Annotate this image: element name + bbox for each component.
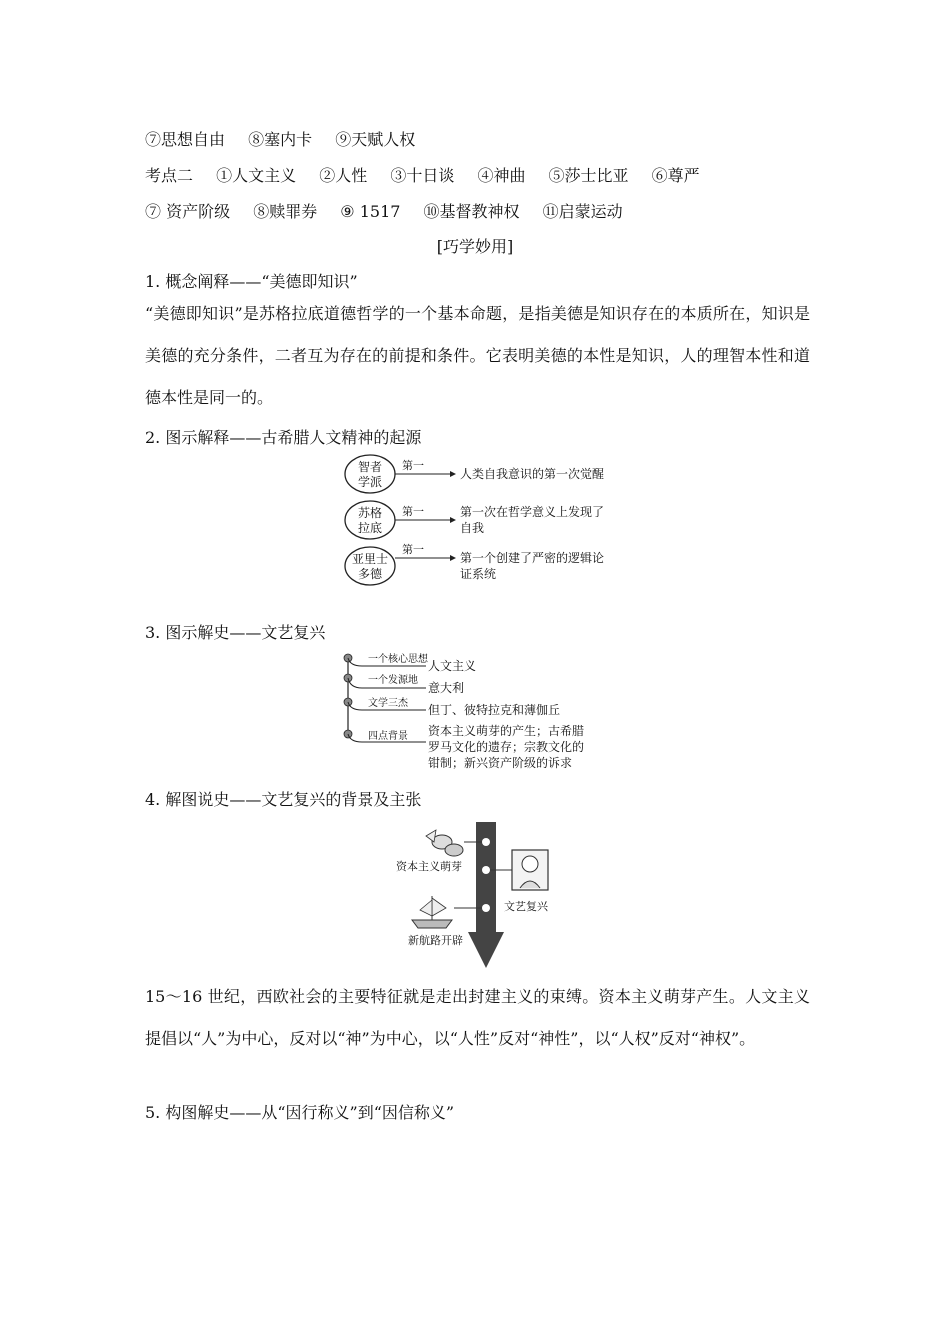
answer-item: ⑧塞内卡 — [248, 130, 313, 149]
answer-item: ①人文主义 — [216, 166, 297, 185]
row-desc-2: 证系统 — [460, 567, 497, 581]
row-desc: 人类自我意识的第一次觉醒 — [460, 467, 605, 481]
answer-item: ⑤莎士比亚 — [548, 166, 629, 185]
renaissance-arrow-illustration — [392, 820, 562, 970]
answer-label: 考点二 — [145, 166, 194, 185]
label-new-route: 新航路开辟 — [408, 934, 463, 947]
answer-row-1 — [145, 127, 433, 150]
row-who-1: 智者 — [357, 460, 383, 474]
tree-label: 一个发源地 — [368, 675, 418, 686]
tree-row-core-idea — [344, 652, 476, 673]
row-who-2: 多德 — [357, 567, 383, 581]
answer-item: ⑦思想自由 — [145, 130, 226, 149]
tree-value-3: 钳制；新兴资产阶级的诉求 — [428, 756, 573, 770]
item4-body: 15～16 世纪，西欧社会的主要特征就是走出封建主义的束缚。资本主义萌芽产生。人文主义提倡以“人”为中心，反对以“神”为中心，以“人性”反对“神性”，以“人权”反对“神权”。 — [145, 987, 810, 1048]
answer-item: ⑧赎罪券 — [253, 202, 318, 221]
answer-item: ④神曲 — [477, 166, 526, 185]
tree-row-origin — [344, 673, 464, 695]
row-desc: 第一个创建了严密的逻辑论 — [460, 551, 605, 565]
answer-item: ⑩基督教神权 — [423, 202, 520, 221]
tree-row-background — [344, 723, 584, 770]
greek-origin-diagram — [340, 452, 620, 588]
tree-label: 文学三杰 — [368, 698, 408, 709]
row-who-1: 亚里士 — [351, 552, 389, 566]
tree-label: 四点背景 — [368, 731, 408, 742]
row-desc-2: 自我 — [460, 521, 485, 535]
answer-item: ⑪启蒙运动 — [542, 202, 623, 221]
diagram-row-aristotle — [345, 543, 604, 585]
portrait-icon — [512, 850, 548, 890]
tree-value: 但丁、彼特拉克和薄伽丘 — [428, 703, 561, 717]
item1-body: “美德即知识”是苏格拉底道德哲学的一个基本命题，是指美德是知识存在的本质所在，知识是美德的充分条件，二者互为存在的前提和条件。它表明美德的本性是知识，人的理智本性和道德本性是同一的。 — [145, 304, 810, 407]
row-desc: 第一次在哲学意义上发现了 — [460, 505, 605, 519]
answer-item: ⑨ 1517 — [340, 202, 401, 221]
answer-item: ⑥尊严 — [651, 166, 700, 185]
item4-heading: 4. 解图说史——文艺复兴的背景及主张 — [145, 790, 422, 809]
answer-item: ②人性 — [319, 166, 368, 185]
row-tag: 第一 — [402, 459, 424, 472]
answer-item: ⑦ 资产阶级 — [145, 202, 231, 221]
section-title: [巧学妙用] — [436, 237, 514, 256]
ship-icon — [412, 896, 452, 928]
tree-value: 意大利 — [428, 681, 465, 695]
diagram-row-sophists — [345, 455, 604, 493]
tree-row-three-masters — [344, 696, 560, 717]
tree-value-2: 罗马文化的遗存；宗教文化的 — [428, 740, 585, 754]
row-who-1: 苏格 — [357, 506, 383, 520]
answer-row-3 — [145, 199, 641, 222]
tree-value: 人文主义 — [428, 659, 477, 673]
row-tag: 第一 — [402, 543, 424, 556]
label-capitalism: 资本主义萌芽 — [396, 860, 462, 873]
row-tag: 第一 — [402, 505, 424, 518]
item5-heading: 5. 构图解史——从“因行称义”到“因信称义” — [145, 1103, 455, 1122]
label-renaissance: 文艺复兴 — [504, 900, 548, 913]
tree-label: 一个核心思想 — [368, 654, 428, 665]
answer-item: ⑨天赋人权 — [335, 130, 416, 149]
answer-row-2 — [145, 163, 718, 186]
row-who-2: 学派 — [357, 475, 383, 489]
renaissance-tree-diagram — [338, 648, 620, 776]
answer-item: ③十日谈 — [390, 166, 455, 185]
down-arrow-icon — [468, 822, 504, 968]
item1-heading: 1. 概念阐释——“美德即知识” — [145, 272, 358, 291]
tree-value: 资本主义萌芽的产生；古希腊 — [428, 724, 585, 738]
diagram-row-socrates — [345, 501, 604, 539]
row-who-2: 拉底 — [357, 521, 383, 535]
coins-icon — [426, 830, 463, 856]
item2-heading: 2. 图示解释——古希腊人文精神的起源 — [145, 428, 422, 447]
item3-heading: 3. 图示解史——文艺复兴 — [145, 623, 326, 642]
